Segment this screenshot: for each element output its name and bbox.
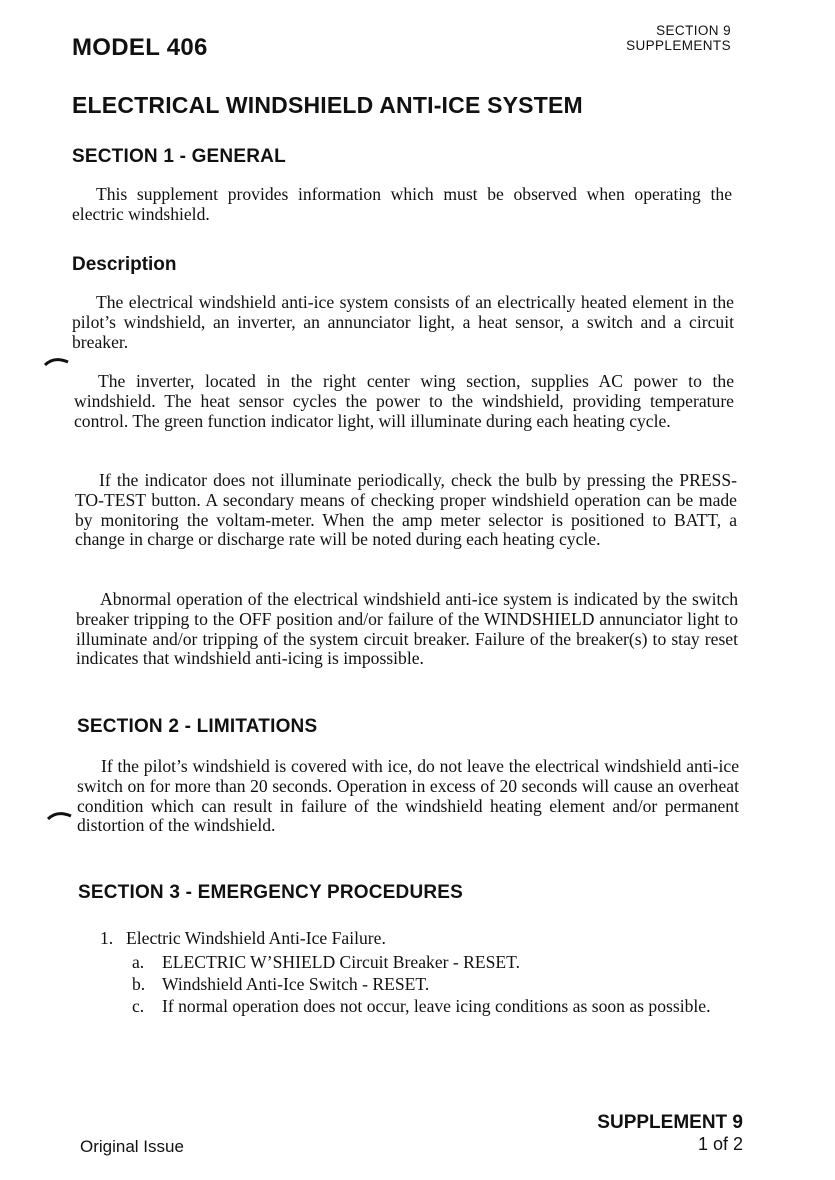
change-bar-mark-2	[47, 808, 73, 820]
change-bar-mark	[44, 354, 70, 366]
section1-heading: SECTION 1 - GENERAL	[72, 146, 286, 167]
model-title: MODEL 406	[72, 34, 208, 61]
subitem-text: Windshield Anti-Ice Switch - RESET.	[162, 974, 430, 994]
procedure-subitem-a	[132, 952, 744, 973]
section1-intro: This supplement provides information which must be observed when operating the electric windshield.	[72, 184, 732, 224]
description-paragraph-3: If the indicator does not illuminate periodically, check the bulb by pressing the PRESS-TO-TEST button. A secondary means of checking proper windshield operation can be made by monitoring the voltam-meter. When the amp meter selector is positioned to BATT, a change in charge or discharge rate will be noted during each heating cycle.	[75, 470, 737, 550]
procedure-item-text: Electric Windshield Anti-Ice Failure.	[126, 928, 386, 948]
procedure-subitem-c	[132, 996, 744, 1017]
description-paragraph-2: The inverter, located in the right center wing section, supplies AC power to the windshield. The heat sensor cycles the power to the windshield, providing temperature control. The green function indicator light, will illuminate during each heating cycle.	[74, 371, 734, 431]
description-paragraph-1: The electrical windshield anti-ice system consists of an electrically heated element in the pilot’s windshield, an inverter, an annunciator light, a heat sensor, a switch and a circuit breaker.	[72, 292, 734, 352]
section2-heading: SECTION 2 - LIMITATIONS	[77, 716, 318, 737]
section2-paragraph: If the pilot’s windshield is covered with ice, do not leave the electrical windshield anti-ice switch on for more than 20 seconds. Operation in excess of 20 seconds will cause an overheat condition which can result in failure of the windshield heating element and/or permanent distortion of the windshield.	[77, 756, 739, 836]
procedure-subitems	[132, 952, 744, 1018]
section-name: SUPPLEMENTS	[626, 38, 731, 53]
description-heading: Description	[72, 254, 177, 275]
procedure-item-number: 1.	[100, 928, 114, 948]
description-paragraph-4: Abnormal operation of the electrical windshield anti-ice system is indicated by the switch breaker tripping to the OFF position and/or failure of the WINDSHIELD annunciator light to illuminate and/or tripping of the system circuit breaker. Failure of the breaker(s) to stay reset indicates that windshield anti-icing is impossible.	[76, 589, 738, 669]
footer-supplement-block	[597, 1112, 743, 1154]
page-title: ELECTRICAL WINDSHIELD ANTI-ICE SYSTEM	[72, 92, 583, 118]
footer-issue: Original Issue	[80, 1137, 184, 1156]
section3-heading: SECTION 3 - EMERGENCY PROCEDURES	[78, 882, 464, 903]
footer-supplement: SUPPLEMENT 9	[597, 1112, 743, 1133]
subitem-letter: b.	[132, 974, 146, 994]
subitem-text: If normal operation does not occur, leave icing conditions as soon as possible.	[162, 996, 711, 1016]
section-header	[626, 23, 731, 53]
subitem-letter: a.	[132, 952, 145, 972]
section-number: SECTION 9	[656, 23, 731, 38]
subitem-letter: c.	[132, 996, 145, 1016]
procedure-subitem-b	[132, 974, 744, 995]
subitem-text: ELECTRIC W’SHIELD Circuit Breaker - RESET.	[162, 952, 520, 972]
footer-page-number: 1 of 2	[697, 1134, 743, 1154]
